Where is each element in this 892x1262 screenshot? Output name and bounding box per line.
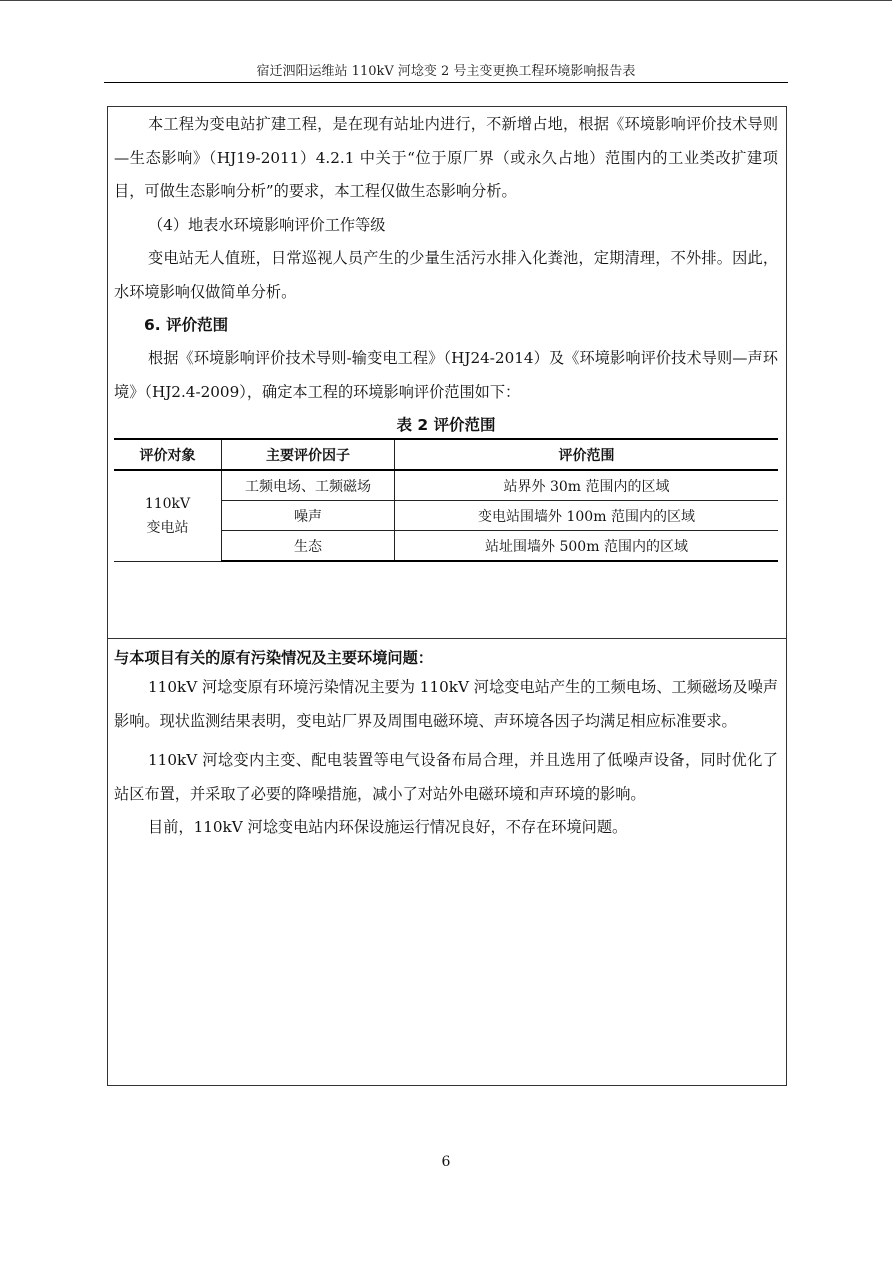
header-factor: 主要评价因子: [222, 439, 395, 470]
table-row: [114, 470, 778, 501]
paragraph-surface-water: 变电站无人值班，日常巡视人员产生的少量生活污水排入化粪池，定期清理，不外排。因此，水环境影响仅做简单分析。: [114, 249, 778, 301]
heading-existing-pollution: 与本项目有关的原有污染情况及主要环境问题：: [114, 649, 433, 667]
paragraph-ecology: 本工程为变电站扩建工程，是在现有站址内进行，不新增占地，根据《环境影响评价技术导则—生态影响》（HJ19-2011）4.2.1 中关于“位于原厂界（或永久占地）范围内的工业类改扩建项目，可做生态影响分析”的要求，本工程仅做生态影响分析。: [114, 115, 778, 200]
header-rule: [104, 82, 788, 83]
page-number: 6: [441, 1154, 451, 1170]
cell-object: [114, 470, 222, 561]
cell-scope: 站址围墙外 500m 范围内的区域: [395, 531, 779, 562]
paragraph-conclusion: 目前，110kV 河埝变电站内环保设施运行情况良好，不存在环境问题。: [148, 818, 628, 836]
heading-surface-water: （4）地表水环境影响评价工作等级: [148, 215, 386, 234]
cell-factor: 噪声: [222, 501, 395, 531]
object-type: 变电站: [146, 519, 189, 536]
section-existing-pollution: [114, 645, 778, 845]
header-object: 评价对象: [114, 439, 222, 470]
page-top-border: [0, 0, 892, 1]
paragraph-scope-basis: 根据《环境影响评价技术导则-输变电工程》（HJ24-2014）及《环境影响评价技术导则—声环境》（HJ2.4-2009），确定本工程的环境影响评价范围如下：: [114, 349, 778, 401]
object-voltage: 110kV: [144, 495, 191, 512]
section-evaluation-grade: [114, 108, 778, 409]
running-header: 宿迁泗阳运维站 110kV 河埝变 2 号主变更换工程环境影响报告表: [256, 64, 636, 79]
cell-factor: 生态: [222, 531, 395, 562]
heading-evaluation-scope: 6. 评价范围: [144, 316, 229, 334]
evaluation-scope-table: [114, 438, 778, 562]
table-header-row: [114, 439, 778, 470]
header-scope: 评价范围: [395, 439, 779, 470]
frame-divider: [107, 638, 787, 639]
cell-factor: 工频电场、工频磁场: [222, 470, 395, 501]
cell-scope: 站界外 30m 范围内的区域: [395, 470, 779, 501]
table-caption: 表 2 评价范围: [396, 416, 496, 434]
cell-scope: 变电站围墙外 100m 范围内的区域: [395, 501, 779, 531]
paragraph-layout-measures: 110kV 河埝变内主变、配电装置等电气设备布局合理，并且选用了低噪声设备，同时优化了站区布置，并采取了必要的降噪措施，减小了对站外电磁环境和声环境的影响。: [114, 751, 778, 803]
paragraph-existing-status: 110kV 河埝变原有环境污染情况主要为 110kV 河埝变电站产生的工频电场、工频磁场及噪声影响。现状监测结果表明，变电站厂界及周围电磁环境、声环境各因子均满足相应标准要求。: [114, 678, 778, 730]
